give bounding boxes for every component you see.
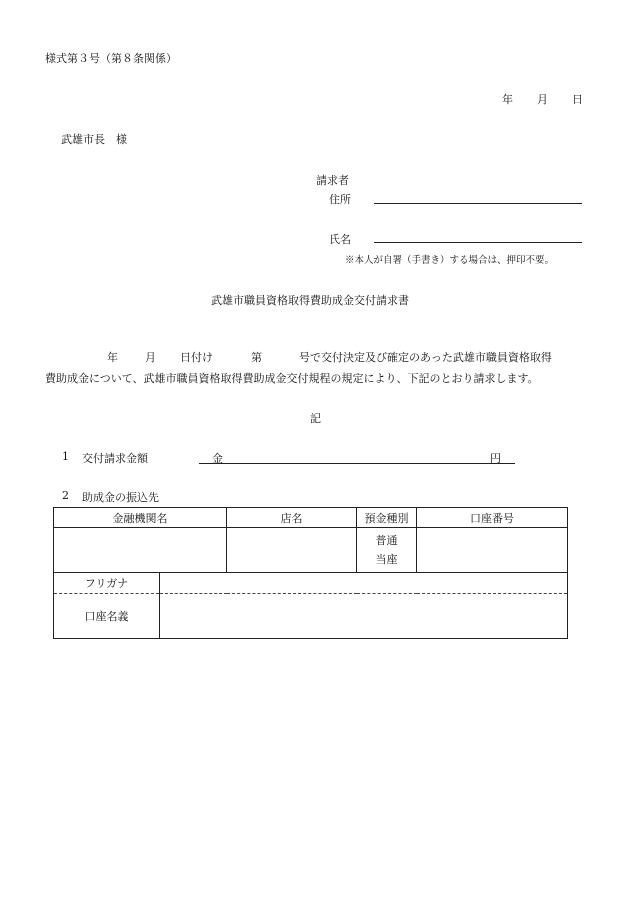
body-dai: 第 (251, 351, 262, 364)
account-number-header: 口座番号 (417, 508, 568, 528)
branch-name-cell[interactable] (227, 528, 357, 573)
addressee: 武雄市長 様 (61, 133, 127, 146)
account-type-header: 預金種別 (357, 508, 417, 528)
body-month: 月 (145, 351, 156, 364)
furigana-cell[interactable] (160, 573, 568, 594)
body-line-2: 費助成金について、武雄市職員資格取得費助成金交付規程の規定により、下記のとおり請求します。 (45, 372, 539, 385)
furigana-label: フリガナ (54, 573, 160, 594)
address-field[interactable] (374, 203, 582, 204)
bank-name-cell[interactable] (54, 528, 227, 573)
item2-label: 助成金の振込先 (82, 491, 159, 504)
date-year-label: 年 (502, 93, 513, 106)
item2-number: 2 (62, 489, 69, 502)
branch-name-header: 店名 (227, 508, 357, 528)
name-field[interactable] (374, 242, 582, 243)
ki-heading: 記 (310, 412, 321, 425)
item1-kin: 金 (212, 452, 223, 465)
account-type-toza[interactable]: 当座 (375, 553, 398, 566)
claimant-heading: 請求者 (316, 174, 349, 187)
account-holder-cell[interactable] (160, 594, 568, 639)
furigana-row (54, 573, 568, 594)
account-holder-label: 口座名義 (54, 594, 160, 639)
form-number: 様式第３号（第８条関係） (45, 52, 177, 65)
signature-note: ※本人が自署（手書き）する場合は、押印不要。 (345, 255, 555, 266)
bank-name-header: 金融機関名 (54, 508, 227, 528)
account-type-cell[interactable] (357, 528, 417, 573)
bank-table-input-row (54, 528, 568, 573)
bank-table-header-row (54, 508, 568, 528)
document-title: 武雄市職員資格取得費助成金交付請求書 (211, 294, 409, 307)
item1-number: 1 (62, 450, 69, 463)
bank-account-table (53, 507, 568, 639)
body-year: 年 (107, 351, 118, 364)
account-type-futsu[interactable]: 普通 (375, 534, 398, 547)
body-day: 日付け (180, 351, 213, 364)
body-go: 号で交付決定及び確定のあった武雄市職員資格取得 (299, 351, 552, 364)
name-label: 氏名 (329, 233, 351, 246)
item1-label: 交付請求金額 (82, 452, 148, 465)
date-day-label: 日 (572, 93, 583, 106)
address-label: 住所 (329, 193, 351, 206)
amount-field[interactable] (199, 463, 515, 464)
account-holder-row (54, 594, 568, 639)
date-month-label: 月 (537, 93, 548, 106)
item1-yen: 円 (490, 452, 501, 465)
account-number-cell[interactable] (417, 528, 568, 573)
